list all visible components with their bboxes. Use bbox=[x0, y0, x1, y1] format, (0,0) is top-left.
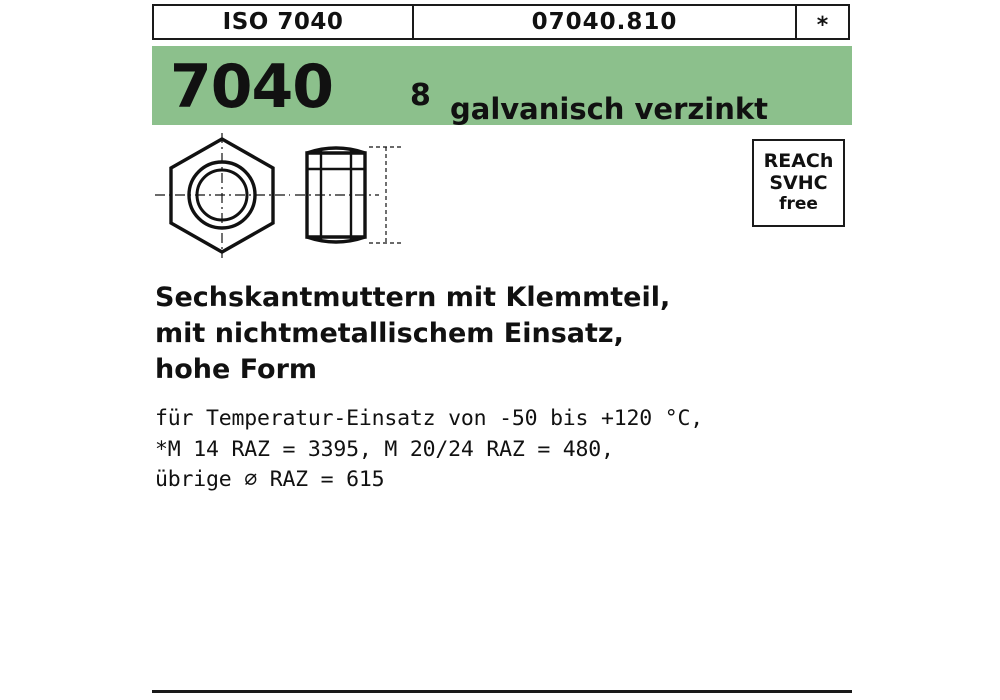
asterisk-cell bbox=[795, 4, 850, 40]
note-line-2: *M 14 RAZ = 3395, M 20/24 RAZ = 480, bbox=[155, 436, 614, 462]
band-strength-class: 8 bbox=[410, 78, 431, 113]
header-row bbox=[152, 4, 852, 40]
technical-notes bbox=[155, 404, 915, 496]
article-number-cell bbox=[412, 4, 797, 40]
band-standard-number: 7040 bbox=[170, 52, 333, 122]
note-line-3: übrige ⌀ RAZ = 615 bbox=[155, 467, 385, 493]
band-coating: galvanisch verzinkt bbox=[450, 92, 769, 126]
green-band bbox=[152, 46, 852, 125]
note-line-1: für Temperatur-Einsatz von -50 bis +120 °C, bbox=[155, 406, 703, 431]
hex-nut-side-view bbox=[295, 147, 401, 243]
reach-svhc-badge bbox=[752, 139, 845, 227]
standard-label: ISO 7040 bbox=[222, 9, 344, 35]
hex-nut-drawing-svg bbox=[155, 133, 515, 258]
technical-drawing bbox=[155, 133, 515, 258]
article-number-label: 07040.810 bbox=[531, 9, 678, 35]
reach-line-3: free bbox=[779, 194, 818, 215]
description-line-1: Sechskantmuttern mit Klemmteil, bbox=[155, 282, 671, 313]
standard-cell bbox=[152, 4, 414, 40]
reach-line-1: REACh bbox=[763, 150, 834, 173]
description-line-2: mit nichtmetallischem Einsatz, bbox=[155, 317, 624, 349]
asterisk-label: * bbox=[816, 12, 829, 38]
reach-line-2: SVHC bbox=[769, 172, 828, 195]
description-line-3: hohe Form bbox=[155, 353, 318, 385]
product-description bbox=[155, 280, 855, 388]
bottom-divider bbox=[152, 690, 852, 693]
